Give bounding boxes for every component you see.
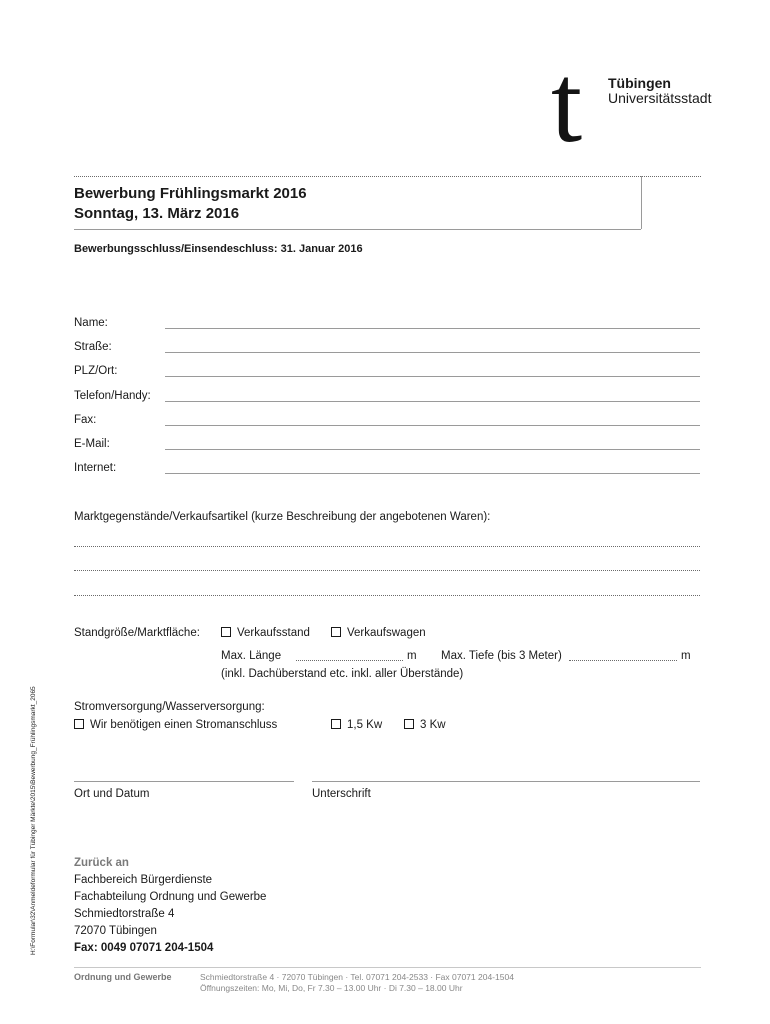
max-depth-unit: m <box>681 650 691 662</box>
city-logo-mark: t <box>551 42 583 166</box>
field-label-street: Straße: <box>74 341 112 353</box>
title-box-bottom-border <box>74 229 641 230</box>
stand-size-label: Standgröße/Marktfläche: <box>74 627 200 639</box>
logo-subtitle: Universitätsstadt <box>608 90 712 106</box>
power-label: Stromversorgung/Wasserversorgung: <box>74 701 265 713</box>
footer-dept: Ordnung und Gewerbe <box>74 972 172 982</box>
file-path-note: H:\Formular\32\Anmeldeformular für Tübinger Märkte\2015\Bewerbung_Frühlingsmarkt_2065 <box>30 686 37 955</box>
return-division: Fachabteilung Ordnung und Gewerbe <box>74 891 267 903</box>
email-field[interactable] <box>165 449 700 450</box>
need-power-label: Wir benötigen einen Stromanschluss <box>90 719 278 731</box>
max-depth-field[interactable] <box>569 660 677 661</box>
internet-field[interactable] <box>165 473 700 474</box>
return-heading: Zurück an <box>74 857 129 869</box>
field-label-email: E-Mail: <box>74 438 110 450</box>
max-depth-label: Max. Tiefe (bis 3 Meter) <box>441 650 562 662</box>
street-field[interactable] <box>165 352 700 353</box>
goods-line-1[interactable] <box>74 546 700 547</box>
sales-stand-checkbox[interactable] <box>221 627 231 637</box>
option-power-1-5kw[interactable] <box>331 719 382 731</box>
sales-van-label: Verkaufswagen <box>347 627 426 639</box>
return-street: Schmiedtorstraße 4 <box>74 908 175 920</box>
footer-contact <box>200 972 514 994</box>
footer-rule <box>74 967 701 968</box>
zip-city-field[interactable] <box>165 376 700 377</box>
field-label-internet: Internet: <box>74 462 117 474</box>
power-3kw-checkbox[interactable] <box>404 719 414 729</box>
title-line-event: Bewerbung Frühlingsmarkt 2016 <box>74 185 307 202</box>
power-3kw-label: 3 Kw <box>420 719 446 731</box>
max-length-field[interactable] <box>296 660 403 661</box>
option-power-3kw[interactable] <box>404 719 446 731</box>
logo-city-name: Tübingen <box>608 75 671 91</box>
footer-address: Schmiedtorstraße 4 · 72070 Tübingen · Tel. 07071 204-2533 · Fax 07071 204-1504 <box>200 972 514 982</box>
title-box-right-border <box>641 176 642 229</box>
footer-hours: Öffnungszeiten: Mo, Mi, Do, Fr 7.30 – 13.00 Uhr · Di 7.30 – 18.00 Uhr <box>200 983 463 993</box>
power-1-5kw-label: 1,5 Kw <box>347 719 383 731</box>
sales-stand-label: Verkaufsstand <box>237 627 310 639</box>
goods-label: Marktgegenstände/Verkaufsartikel (kurze Beschreibung der angebotenen Waren): <box>74 511 491 523</box>
deadline-text: Bewerbungsschluss/Einsendeschluss: 31. Januar 2016 <box>74 243 363 255</box>
title-line-date: Sonntag, 13. März 2016 <box>74 205 240 222</box>
return-address <box>74 855 266 957</box>
max-length-unit: m <box>407 650 417 662</box>
place-date-label: Ort und Datum <box>74 788 150 800</box>
signature-label: Unterschrift <box>312 788 371 800</box>
overhang-note: (inkl. Dachüberstand etc. inkl. aller Überstände) <box>221 668 464 680</box>
goods-line-3[interactable] <box>74 595 700 596</box>
phone-field[interactable] <box>165 401 700 402</box>
name-field[interactable] <box>165 328 700 329</box>
place-date-field[interactable] <box>74 781 294 782</box>
fax-field[interactable] <box>165 425 700 426</box>
return-dept: Fachbereich Bürgerdienste <box>74 874 213 886</box>
option-sales-stand[interactable] <box>221 627 310 639</box>
return-city: 72070 Tübingen <box>74 925 157 937</box>
signature-field[interactable] <box>312 781 700 782</box>
power-1-5kw-checkbox[interactable] <box>331 719 341 729</box>
field-label-fax: Fax: <box>74 414 97 426</box>
max-length-label: Max. Länge <box>221 650 282 662</box>
field-label-name: Name: <box>74 317 108 329</box>
goods-line-2[interactable] <box>74 570 700 571</box>
field-label-phone: Telefon/Handy: <box>74 390 151 402</box>
return-fax: Fax: 0049 07071 204-1504 <box>74 942 214 954</box>
header-top-rule <box>74 176 701 177</box>
page-title <box>74 184 307 224</box>
option-need-power[interactable] <box>74 719 277 731</box>
need-power-checkbox[interactable] <box>74 719 84 729</box>
option-sales-van[interactable] <box>331 627 426 639</box>
city-logo-text <box>608 76 711 106</box>
field-label-zip-city: PLZ/Ort: <box>74 365 118 377</box>
sales-van-checkbox[interactable] <box>331 627 341 637</box>
